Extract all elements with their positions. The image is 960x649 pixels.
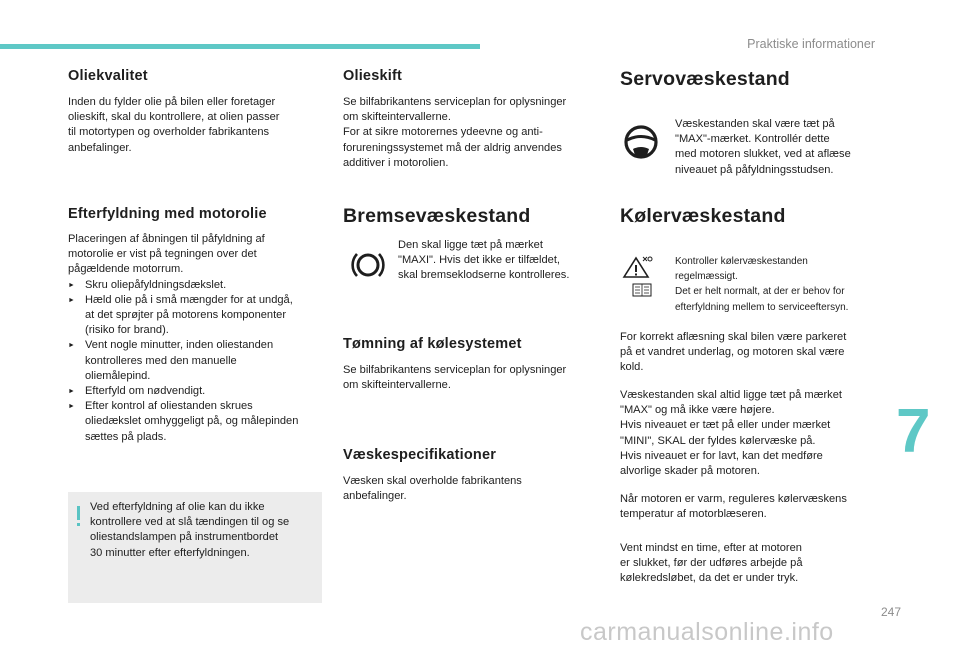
list-item: ► Skru oliepåfyldningsdækslet. <box>68 278 298 293</box>
text-line: om skifteintervallerne. <box>343 379 451 392</box>
text-line: "MAX" og må ikke være højere. <box>620 404 775 417</box>
text-line: Den skal ligge tæt på mærket <box>398 239 543 251</box>
oil-change-text <box>343 95 566 171</box>
text-line: anbefalinger. <box>68 141 132 154</box>
info-icon-dot <box>77 523 80 526</box>
text-line: er slukket, før der udføres arbejde på <box>620 557 803 570</box>
list-item-cont: oliemålepind. <box>85 369 151 382</box>
section-title: Praktiske informationer <box>747 37 875 51</box>
text-line: på et vandret underlag, og motoren skal være <box>620 346 845 359</box>
text-line: Vent mindst en time, efter at motoren <box>620 542 802 554</box>
text-line: Se bilfabrikantens serviceplan for oplysninger <box>343 96 567 108</box>
text-line: om skifteintervallerne. <box>343 111 451 124</box>
info-text <box>90 500 289 561</box>
text-line: Væsken skal overholde fabrikantens <box>343 475 522 487</box>
coolant-paragraph-1 <box>620 330 846 376</box>
text-line: Når motoren er varm, reguleres kølervæskens <box>620 493 847 505</box>
oil-quality-text <box>68 95 280 156</box>
text-line: pågældende motorrum. <box>68 263 184 276</box>
heading-coolant: Kølervæskestand <box>620 205 786 227</box>
list-item-cont: at det sprøjter på motorens komponenter <box>85 309 287 322</box>
info-icon <box>77 506 80 520</box>
text-line: Hvis niveauet er tæt på eller under mærket <box>620 419 831 432</box>
text-line: regelmæssigt. <box>675 271 738 283</box>
text-line: til motortypen og overholder fabrikantens <box>68 126 270 139</box>
heading-oil-change: Olieskift <box>343 68 403 84</box>
steering-wheel-icon <box>623 124 659 160</box>
text-line: Se bilfabrikantens serviceplan for oplysninger <box>343 364 567 376</box>
heading-draining: Tømning af kølesystemet <box>343 336 522 352</box>
list-item: ► Vent nogle minutter, inden oliestanden <box>68 338 298 353</box>
text-line: Ved efterfyldning af olie kan du ikke <box>90 501 265 513</box>
list-item: ► Efter kontrol af oliestanden skrues <box>68 399 298 414</box>
text-line: kølekredsløbet, da det er under tryk. <box>620 572 799 585</box>
text-line: skal bremseklodserne kontrolleres. <box>398 269 570 282</box>
heading-brake-fluid: Bremsevæskestand <box>343 205 531 227</box>
text-line: additiver i motorolien. <box>343 156 449 169</box>
text-line: Væskestanden skal være tæt på <box>675 118 835 130</box>
text-line: kontrollere ved at slå tændingen til og se <box>90 516 290 529</box>
coolant-paragraph-3 <box>620 492 847 522</box>
fluid-spec-text <box>343 474 522 504</box>
page-number: 247 <box>881 605 902 619</box>
draining-text <box>343 363 566 393</box>
text-line: Placeringen af åbningen til påfyldning af <box>68 233 265 245</box>
text-line: "MINI", SKAL der fyldes kølervæske på. <box>620 434 816 447</box>
heading-fluid-spec: Væskespecifikationer <box>343 447 497 463</box>
text-line: motorolie er vist på tegningen over det <box>68 248 257 261</box>
text-line: Væskestanden skal altid ligge tæt på mærket <box>620 389 842 401</box>
text-line: niveauet på påfyldningsstudsen. <box>675 163 834 176</box>
text-line: oliestandslampen på instrumentbordet <box>90 531 279 544</box>
header-accent-bar <box>0 44 480 49</box>
text-line: med motoren slukket, ved at aflæse <box>675 148 851 161</box>
chapter-number: 7 <box>896 397 931 466</box>
coolant-paragraph-2 <box>620 388 842 479</box>
heading-oil-quality: Oliekvalitet <box>68 68 148 84</box>
brake-fluid-text <box>398 238 569 284</box>
text-line: Inden du fylder olie på bilen eller foretager <box>68 96 276 108</box>
list-item-cont: oliedækslet omhyggeligt på, og målepinden <box>85 415 299 428</box>
list-item-cont: kontrolleres med den manuelle <box>85 354 237 367</box>
text-line: Kontroller kølervæskestanden <box>675 256 808 267</box>
text-line: 30 minutter efter efterfyldningen. <box>90 546 250 559</box>
info-box <box>68 492 322 603</box>
hot-coolant-warning-icon <box>620 254 654 300</box>
text-line: Det er helt normalt, at der er behov for <box>675 286 845 298</box>
text-line: "MAXI". Hvis det ikke er tilfældet, <box>398 254 561 267</box>
text-line: forureningssystemet må der aldrig anvendes <box>343 141 562 154</box>
text-line: For at sikre motorernes ydeevne og anti- <box>343 126 543 139</box>
heading-power-steering: Servovæskestand <box>620 68 790 90</box>
brake-warning-icon <box>351 248 385 282</box>
heading-refill: Efterfyldning med motorolie <box>68 206 267 222</box>
text-line: olieskift, skal du kontrollere, at olien passer <box>68 111 280 124</box>
text-line: efterfyldning mellem to serviceeftersyn. <box>675 301 849 313</box>
text-line: alvorlige skader på motoren. <box>620 465 760 478</box>
list-item: ► Efterfyld om nødvendigt. <box>68 384 298 399</box>
text-line: Hvis niveauet er for lavt, kan det medføre <box>620 449 823 462</box>
text-line: temperatur af motorblæseren. <box>620 508 767 521</box>
power-steering-text <box>675 117 851 178</box>
watermark: carmanualsonline.info <box>580 618 834 646</box>
list-item-cont: sættes på plads. <box>85 430 167 443</box>
text-line: kold. <box>620 361 644 374</box>
list-item: ► Hæld olie på i små mængder for at undgå, <box>68 293 298 308</box>
text-line: "MAX"-mærket. Kontrollér dette <box>675 133 830 146</box>
list-item-cont: (risiko for brand). <box>85 324 169 337</box>
coolant-warning-text <box>675 254 848 315</box>
refill-text <box>68 232 298 445</box>
coolant-paragraph-4 <box>620 541 803 587</box>
text-line: For korrekt aflæsning skal bilen være parkeret <box>620 331 847 343</box>
text-line: anbefalinger. <box>343 490 407 503</box>
